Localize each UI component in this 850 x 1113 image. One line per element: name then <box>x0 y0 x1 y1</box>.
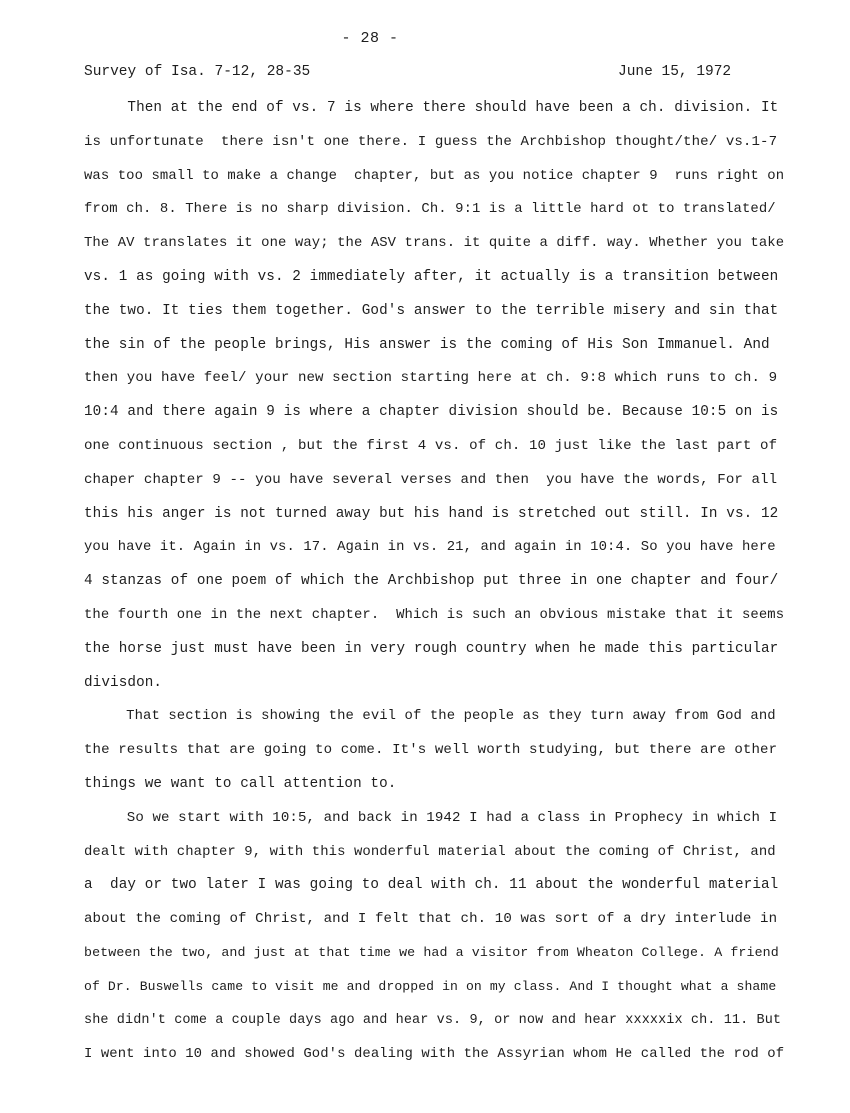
text-line: That section is showing the evil of the people as they turn away from God and <box>84 708 776 725</box>
text-line: 10:4 and there again 9 is where a chapter division should be. Because 10:5 on is <box>84 404 779 421</box>
text-line: the results that are going to come. It's well worth studying, but there are other <box>84 742 778 759</box>
text-line: dealt with chapter 9, with this wonderful material about the coming of Christ, and <box>84 843 776 860</box>
text-line: from ch. 8. There is no sharp division. Ch. 9:1 is a little hard ot to translated/ <box>84 201 776 218</box>
text-line: the sin of the people brings, His answer is the coming of His Son Immanuel. And <box>84 336 770 353</box>
text-line: Then at the end of vs. 7 is where there should have been a ch. division. It <box>84 100 779 116</box>
text-line: the two. It ties them together. God's answer to the terrible misery and sin that <box>84 302 779 319</box>
text-line: a day or two later I was going to deal with ch. 11 about the wonderful material <box>84 877 779 894</box>
text-line: the horse just must have been in very rough country when he made this particular <box>84 640 779 657</box>
text-line: between the two, and just at that time we had a visitor from Wheaton College. A friend <box>84 944 779 960</box>
text-line: she didn't come a couple days ago and hear vs. 9, or now and hear xxxxxix ch. 11. But <box>84 1012 782 1028</box>
text-line: of Dr. Buswells came to visit me and dropped in on my class. And I thought what a shame <box>84 978 777 994</box>
text-line: you have it. Again in vs. 17. Again in vs. 21, and again in 10:4. So you have here <box>84 539 776 556</box>
text-line: this his anger is not turned away but his hand is stretched out still. In vs. 12 <box>84 505 779 522</box>
text-line: then you have feel/ your new section starting here at ch. 9:8 which runs to ch. 9 <box>84 370 778 387</box>
text-line: one continuous section , but the first 4 vs. of ch. 10 just like the last part of <box>84 437 778 454</box>
text-line: about the coming of Christ, and I felt that ch. 10 was sort of a dry interlude in <box>84 911 778 928</box>
text-line: chaper chapter 9 -- you have several verses and then you have the words, For all <box>84 471 778 488</box>
text-line: was too small to make a change chapter, but as you notice chapter 9 runs right on <box>84 167 785 184</box>
document-title: Survey of Isa. 7-12, 28-35 <box>84 64 311 80</box>
document-date: June 15, 1972 <box>618 64 732 80</box>
text-line: I went into 10 and showed God's dealing with the Assyrian whom He called the rod of <box>84 1046 785 1063</box>
body-text <box>84 98 784 1078</box>
text-line: things we want to call attention to. <box>84 775 397 792</box>
text-line: is unfortunate there isn't one there. I guess the Archbishop thought/the/ vs.1-7 <box>84 133 778 150</box>
text-line: divisdon. <box>84 674 163 691</box>
text-line: The AV translates it one way; the ASV trans. it quite a diff. way. Whether you take <box>84 235 785 252</box>
text-line: 4 stanzas of one poem of which the Archbishop put three in one chapter and four/ <box>84 573 779 590</box>
text-line: the fourth one in the next chapter. Which is such an obvious mistake that it seems <box>84 606 785 623</box>
text-line: So we start with 10:5, and back in 1942 I had a class in Prophecy in which I <box>84 809 778 826</box>
page-number: - 28 - <box>341 30 399 47</box>
text-line: vs. 1 as going with vs. 2 immediately after, it actually is a transition between <box>84 268 779 285</box>
